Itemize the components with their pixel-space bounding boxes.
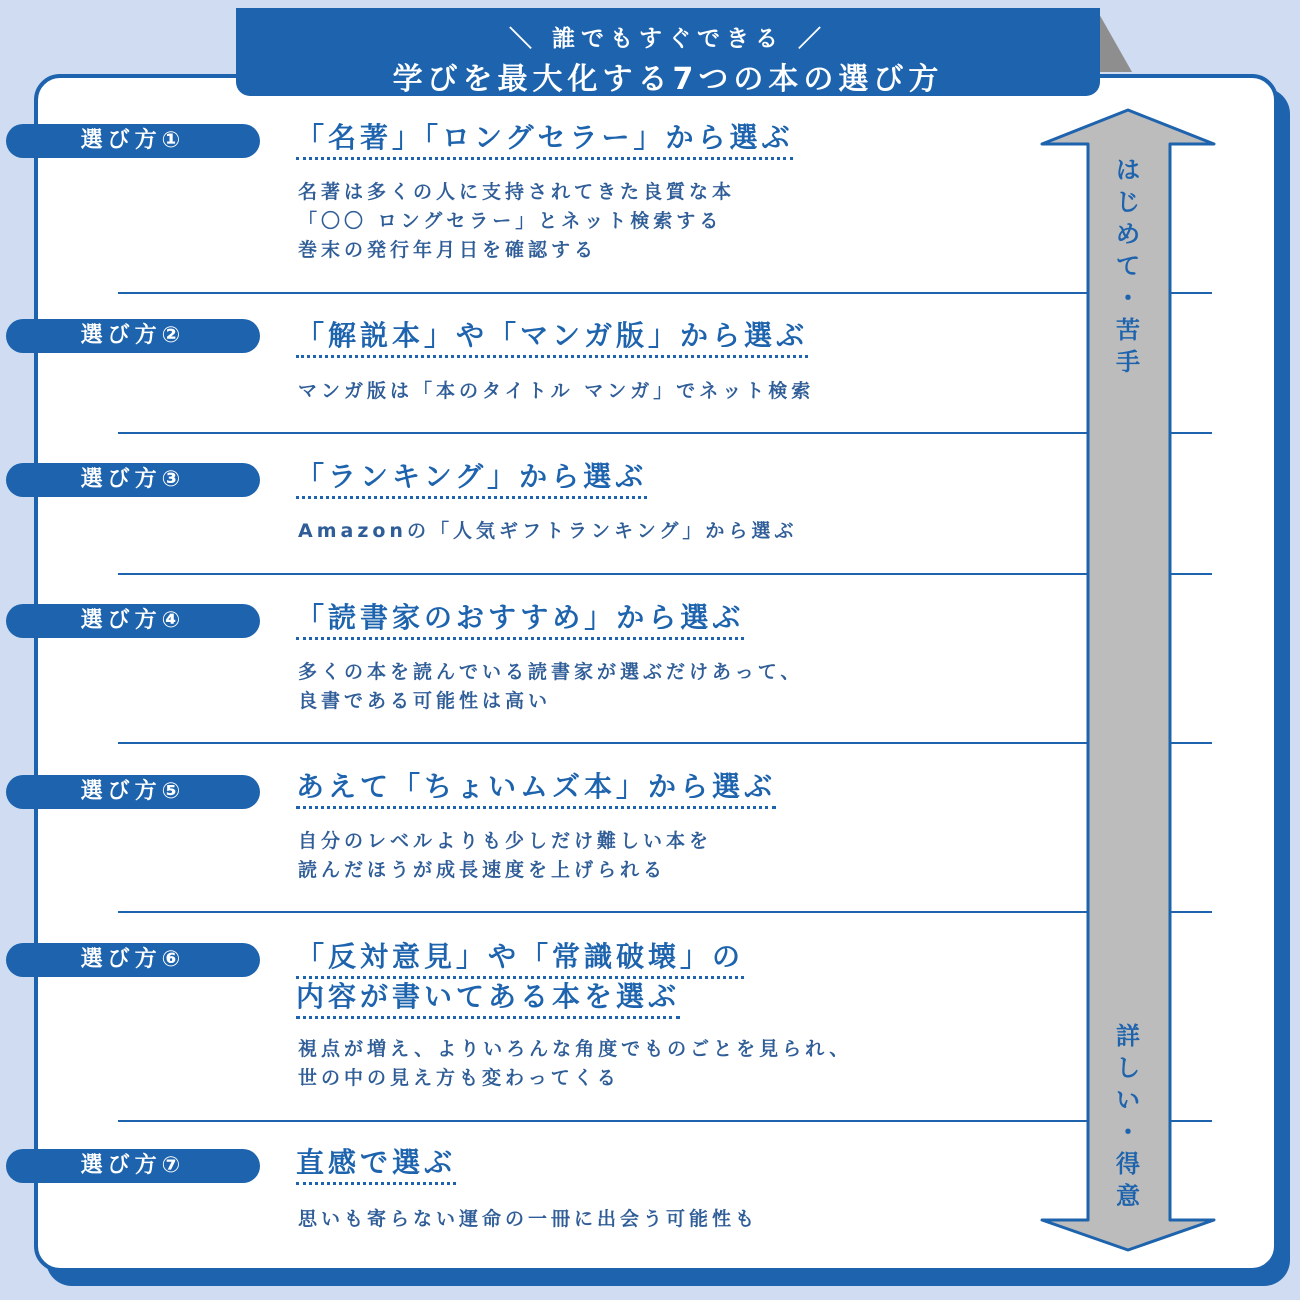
axis-top-label bbox=[1108, 154, 1148, 378]
desc-line: 視点が増え、よりいろんな角度でものごとを見られ、 bbox=[298, 1038, 853, 1060]
method-desc-2 bbox=[298, 377, 814, 406]
axis-char: ・ bbox=[1116, 1118, 1140, 1146]
method-heading-5 bbox=[296, 769, 776, 809]
method-label-4: 選び方④ bbox=[6, 604, 260, 638]
method-label-2: 選び方② bbox=[6, 319, 260, 353]
method-heading-1 bbox=[296, 120, 793, 160]
method-heading-line: 「反対意見」や「常識破壊」の bbox=[296, 939, 744, 979]
method-desc-1 bbox=[298, 178, 735, 265]
desc-line: Amazonの「人気ギフトランキング」から選ぶ bbox=[298, 520, 798, 542]
method-heading-line: 「読書家のおすすめ」から選ぶ bbox=[296, 600, 744, 640]
method-heading-line: 直感で選ぶ bbox=[296, 1145, 456, 1185]
method-desc-3 bbox=[298, 517, 797, 546]
axis-char: 手 bbox=[1116, 348, 1140, 376]
axis-char: は bbox=[1116, 156, 1140, 184]
title-banner bbox=[236, 8, 1100, 96]
banner-title: 学びを最大化する7つの本の選び方 bbox=[392, 62, 944, 97]
axis-bottom-label bbox=[1108, 1020, 1148, 1212]
method-label-7: 選び方⑦ bbox=[6, 1149, 260, 1183]
desc-line: 世の中の見え方も変わってくる bbox=[298, 1067, 620, 1089]
desc-line: 思いも寄らない運命の一冊に出会う可能性も bbox=[298, 1208, 759, 1230]
method-heading-3 bbox=[296, 459, 647, 499]
method-label-1: 選び方① bbox=[6, 124, 260, 158]
method-label-6: 選び方⑥ bbox=[6, 943, 260, 977]
axis-char: し bbox=[1116, 1054, 1140, 1082]
method-desc-6 bbox=[298, 1035, 852, 1093]
method-label-5: 選び方⑤ bbox=[6, 775, 260, 809]
method-heading-line: 内容が書いてある本を選ぶ bbox=[296, 979, 680, 1019]
desc-line: 読んだほうが成長速度を上げられる bbox=[298, 859, 667, 881]
method-heading-line: 「解説本」や「マンガ版」から選ぶ bbox=[296, 318, 808, 358]
axis-char: 得 bbox=[1116, 1150, 1140, 1178]
axis-char: 詳 bbox=[1116, 1022, 1140, 1050]
desc-line: 良書である可能性は高い bbox=[298, 690, 552, 712]
method-heading-line: 「ランキング」から選ぶ bbox=[296, 459, 647, 499]
axis-char: め bbox=[1116, 220, 1140, 248]
axis-char: じ bbox=[1116, 188, 1140, 216]
desc-line: 「〇〇 ロングセラー」とネット検索する bbox=[298, 210, 723, 232]
desc-line: マンガ版は「本のタイトル マンガ」でネット検索 bbox=[298, 380, 815, 402]
method-label-3: 選び方③ bbox=[6, 463, 260, 497]
axis-char: い bbox=[1116, 1086, 1140, 1114]
method-desc-7 bbox=[298, 1205, 758, 1234]
axis-char: 苦 bbox=[1116, 316, 1140, 344]
method-heading-2 bbox=[296, 318, 808, 358]
axis-char: ・ bbox=[1116, 284, 1140, 312]
desc-line: 自分のレベルよりも少しだけ難しい本を bbox=[298, 830, 713, 852]
method-heading-line: 「名著」「ロングセラー」から選ぶ bbox=[296, 120, 793, 160]
banner-fold bbox=[1098, 12, 1132, 72]
method-heading-4 bbox=[296, 600, 744, 640]
desc-line: 巻末の発行年月日を確認する bbox=[298, 239, 598, 261]
banner-subtitle: ＼ 誰でもすぐできる ／ bbox=[508, 26, 827, 52]
desc-line: 多くの本を読んでいる読書家が選ぶだけあって、 bbox=[298, 661, 804, 683]
axis-char: て bbox=[1116, 252, 1140, 280]
method-desc-4 bbox=[298, 658, 803, 716]
method-heading-line: あえて「ちょいムズ本」から選ぶ bbox=[296, 769, 776, 809]
method-heading-6 bbox=[296, 939, 744, 1019]
axis-char: 意 bbox=[1116, 1182, 1140, 1210]
desc-line: 名著は多くの人に支持されてきた良質な本 bbox=[298, 181, 736, 203]
method-heading-7 bbox=[296, 1145, 456, 1185]
method-desc-5 bbox=[298, 827, 712, 885]
